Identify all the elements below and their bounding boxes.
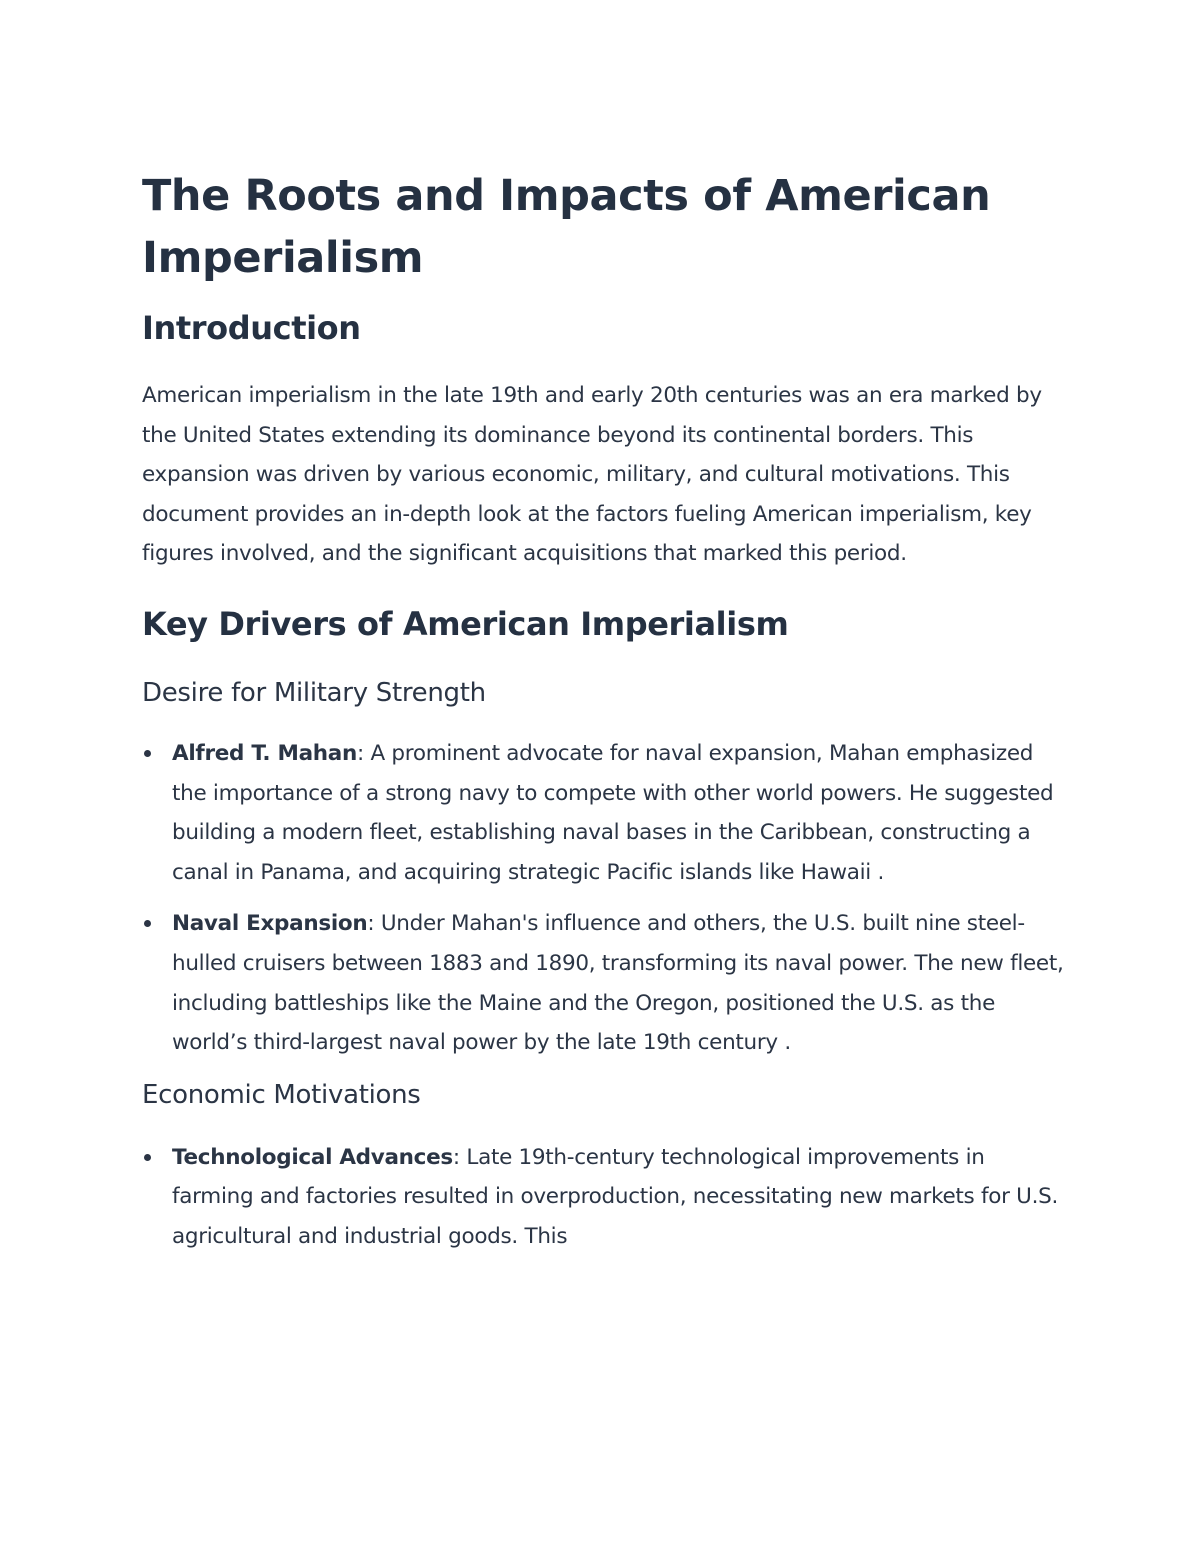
list-item-text: : Under Mahan's influence and others, the U.S. built nine steel-hulled cruisers between 1883 and 1890, transforming its naval power. The new fleet, including battleships like the Maine and the Oregon, positioned the U.S. as the world’s third-largest naval power by the late 19th century . bbox=[172, 911, 1064, 1056]
military-strength-subheading: Desire for Military Strength bbox=[142, 677, 486, 708]
list-item-text: : Late 19th-century technological improvements in farming and factories resulted in overproduction, necessitating new markets for U.S. agricultural and industrial goods. This bbox=[172, 1144, 1059, 1249]
list-item-term: Technological Advances bbox=[172, 1144, 453, 1170]
military-strength-list bbox=[142, 734, 1067, 1063]
document-title: The Roots and Impacts of American Imperialism bbox=[142, 171, 991, 283]
list-item bbox=[172, 1138, 1067, 1257]
introduction-paragraph: American imperialism in the late 19th and early 20th centuries was an era marked by the United States extending its dominance beyond its continental borders. This expansion was driven by various economic, military, and cultural motivations. This document provides an in-depth look at the factors fueling American imperialism, key figures involved, and the significant acquisitions that marked this period. bbox=[142, 383, 1042, 567]
introduction-heading: Introduction bbox=[142, 309, 361, 347]
economic-motivations-subheading: Economic Motivations bbox=[142, 1079, 421, 1110]
list-item-term: Naval Expansion bbox=[172, 911, 368, 937]
list-item bbox=[172, 734, 1067, 892]
key-drivers-heading: Key Drivers of American Imperialism bbox=[142, 604, 789, 643]
list-item-term: Alfred T. Mahan bbox=[172, 740, 358, 766]
list-item bbox=[172, 904, 1067, 1062]
list-item-text: : A prominent advocate for naval expansion, Mahan emphasized the importance of a strong navy to compete with other world powers. He suggested building a modern fleet, establishing naval bases in the Caribbean, constructing a canal in Panama, and acquiring strategic Pacific islands like Hawaii . bbox=[172, 740, 1054, 885]
document-page bbox=[142, 165, 1067, 1257]
economic-motivations-list bbox=[142, 1138, 1067, 1257]
